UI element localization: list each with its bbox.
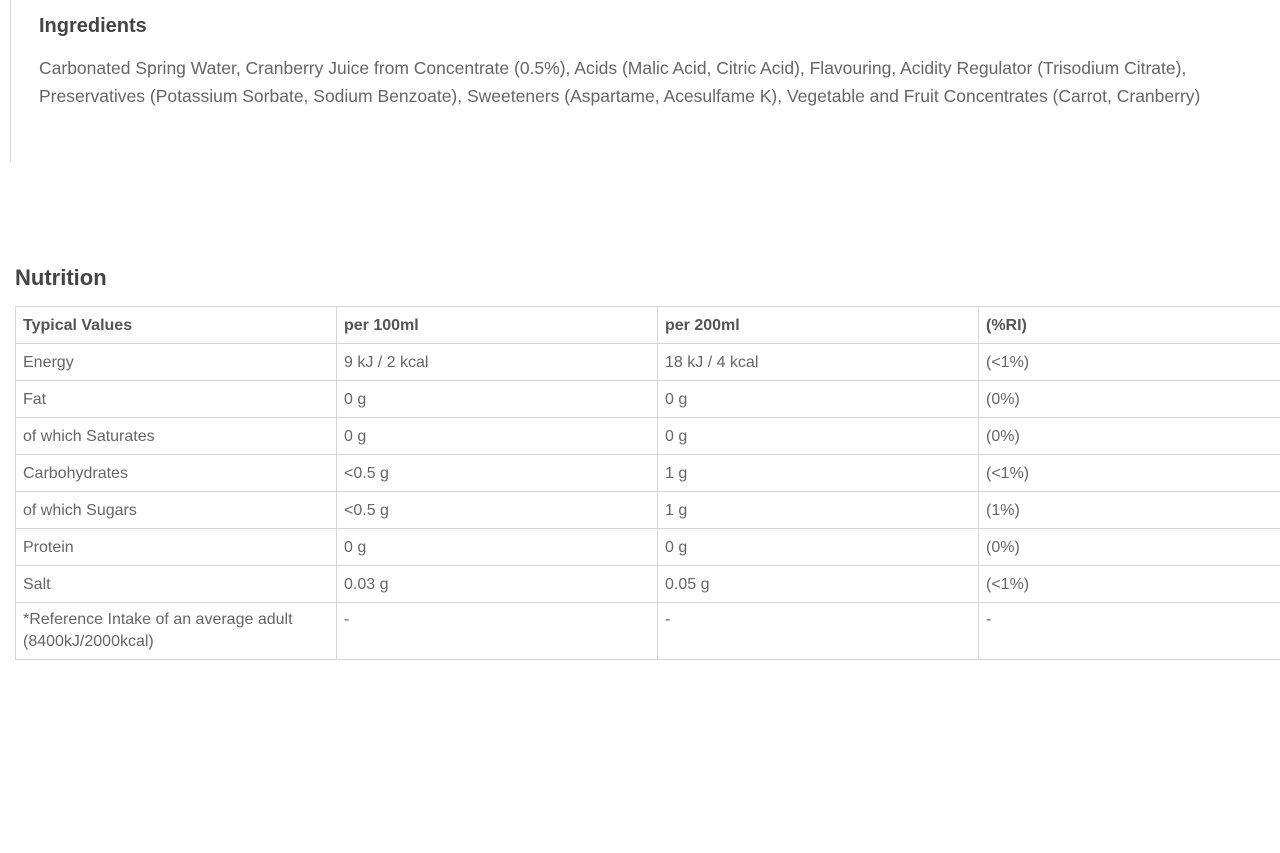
per-100ml-value: -: [337, 603, 658, 660]
ri-value: (0%): [979, 418, 1280, 455]
row-label: Fat: [16, 381, 337, 418]
per-200ml-value: 0 g: [658, 418, 979, 455]
ri-value: (<1%): [979, 455, 1280, 492]
nutrition-table: [15, 306, 1280, 660]
ri-value: (1%): [979, 492, 1280, 529]
per-100ml-value: 0 g: [337, 381, 658, 418]
header-typical-values: Typical Values: [16, 307, 337, 344]
per-200ml-value: 0 g: [658, 381, 979, 418]
table-row: [16, 566, 1280, 603]
ingredients-panel: [10, 0, 1270, 162]
per-100ml-value: 0.03 g: [337, 566, 658, 603]
table-row-reference-intake: [16, 603, 1280, 660]
per-100ml-value: 9 kJ / 2 kcal: [337, 344, 658, 381]
per-200ml-value: 1 g: [658, 492, 979, 529]
nutrition-heading: Nutrition: [15, 265, 107, 290]
row-label: Protein: [16, 529, 337, 566]
table-row: [16, 344, 1280, 381]
per-200ml-value: -: [658, 603, 979, 660]
header-percent-ri: (%RI): [979, 307, 1280, 344]
header-per-100ml: per 100ml: [337, 307, 658, 344]
per-200ml-value: 0.05 g: [658, 566, 979, 603]
ri-value: (<1%): [979, 566, 1280, 603]
per-200ml-value: 0 g: [658, 529, 979, 566]
table-row: [16, 492, 1280, 529]
row-label: Carbohydrates: [16, 455, 337, 492]
ri-value: (<1%): [979, 344, 1280, 381]
table-row: [16, 529, 1280, 566]
ingredients-heading: Ingredients: [39, 15, 147, 37]
row-label: of which Sugars: [16, 492, 337, 529]
table-header-row: [16, 307, 1280, 344]
row-label: Energy: [16, 344, 337, 381]
per-100ml-value: <0.5 g: [337, 492, 658, 529]
row-label: *Reference Intake of an average adult (8400kJ/2000kcal): [16, 603, 337, 660]
table-row: [16, 418, 1280, 455]
row-label: of which Saturates: [16, 418, 337, 455]
row-label: Salt: [16, 566, 337, 603]
ingredients-text: Carbonated Spring Water, Cranberry Juice from Concentrate (0.5%), Acids (Malic Acid, Citric Acid), Flavouring, Acidity Regulator (Trisodium Citrate), Preservatives (Potassium Sorbate, Sodium Benzoate), Sweeteners (Aspartame, Acesulfame K), Vegetable and Fruit Concentrates (Carrot, Cranberry): [39, 58, 1201, 106]
table-row: [16, 455, 1280, 492]
per-100ml-value: 0 g: [337, 529, 658, 566]
per-200ml-value: 1 g: [658, 455, 979, 492]
ri-value: -: [979, 603, 1280, 660]
per-200ml-value: 18 kJ / 4 kcal: [658, 344, 979, 381]
ri-value: (0%): [979, 381, 1280, 418]
per-100ml-value: 0 g: [337, 418, 658, 455]
table-row: [16, 381, 1280, 418]
ri-value: (0%): [979, 529, 1280, 566]
per-100ml-value: <0.5 g: [337, 455, 658, 492]
header-per-200ml: per 200ml: [658, 307, 979, 344]
